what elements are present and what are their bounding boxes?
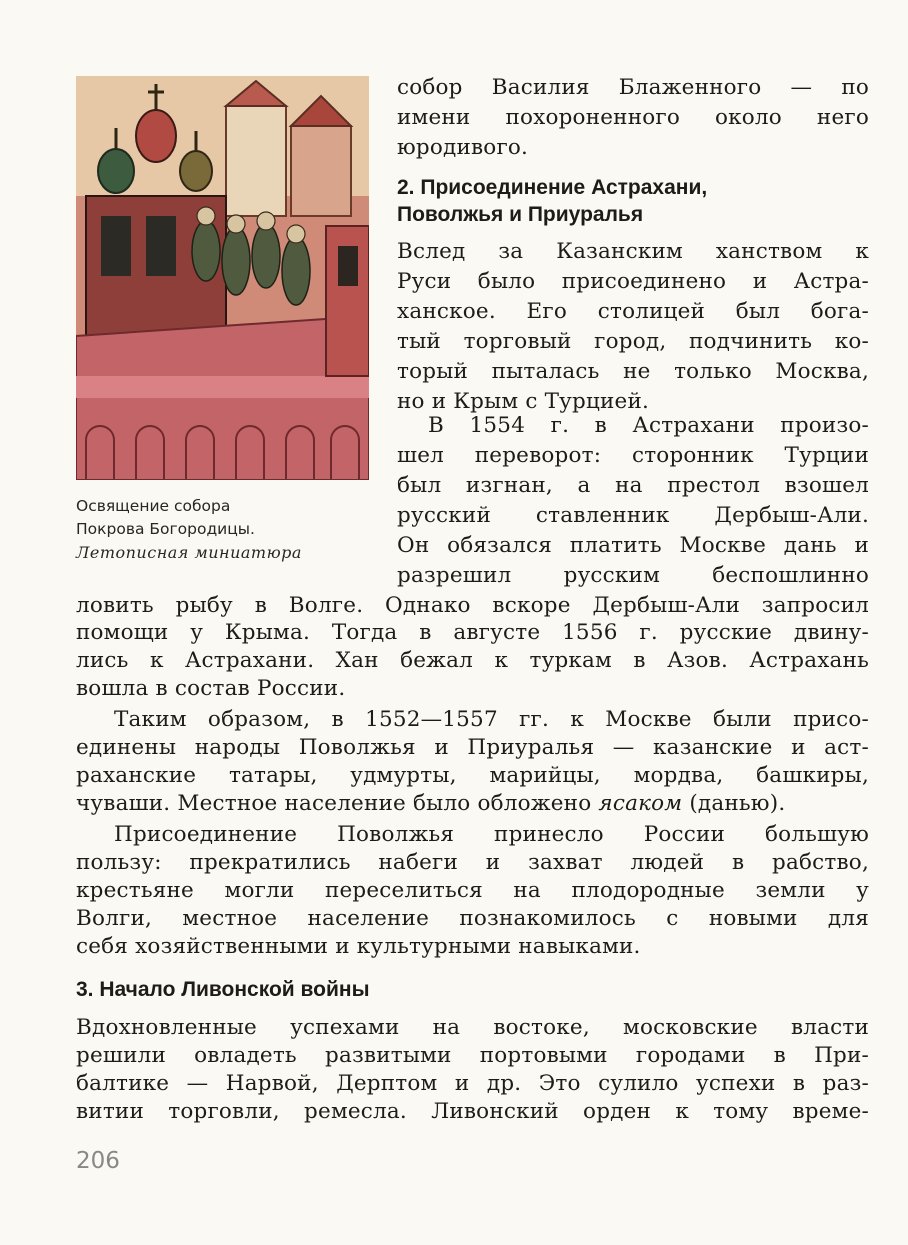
text-line: витии торговли, ремесла. Ливонский орден к тому време- <box>76 1099 869 1124</box>
text-line: ловить рыбу в Волге. Однако вскоре Дербыш-Али запросил <box>76 593 869 618</box>
text-line: шел переворот: сторонник Турции <box>397 443 869 468</box>
text-line: торый пыталась не только Москва, <box>397 359 869 384</box>
text-line: ханское. Его столицей был бога- <box>397 299 869 324</box>
caption-line: Освящение собора <box>76 497 231 515</box>
text-line: себя хозяйственными и культурными навыками. <box>76 934 641 959</box>
text-line: Вдохновленные успехами на востоке, московские власти <box>76 1015 869 1040</box>
text-line: помощи у Крыма. Тогда в августе 1556 г. русские двину- <box>76 620 869 645</box>
text-line: Он обязался платить Москве дань и <box>397 533 869 558</box>
text-line: лись к Астрахани. Хан бежал к туркам в Азов. Астрахань <box>76 648 869 673</box>
chronicle-miniature-image <box>76 76 369 480</box>
text-line: Таким образом, в 1552—1557 гг. к Москве были присо- <box>114 707 869 732</box>
text-line: был изгнан, а на престол взошел <box>397 473 869 498</box>
text-fragment: (данью). <box>682 791 786 816</box>
text-line: имени похороненного около него <box>397 105 869 130</box>
caption-source: Летописная миниатюра <box>76 543 302 562</box>
text-line: собор Василия Блаженного — по <box>397 75 869 100</box>
section-heading: 2. Присоединение Астрахани, <box>397 176 708 199</box>
text-line: разрешил русским беспошлинно <box>397 563 869 588</box>
text-line: раханские татары, удмурты, марийцы, мордва, башкиры, <box>76 763 869 788</box>
text-line: Волги, местное население познакомилось с новыми для <box>76 906 869 931</box>
text-line: Руси было присоединено и Астра- <box>397 269 869 294</box>
text-fragment: чуваши. Местное население было обложено <box>76 791 599 816</box>
text-line: решили овладеть развитыми портовыми городами в При- <box>76 1043 869 1068</box>
text-line: юродивого. <box>397 135 529 160</box>
section-heading: 3. Начало Ливонской войны <box>76 978 370 1001</box>
page-number: 206 <box>76 1148 120 1174</box>
text-line: пользу: прекратились набеги и захват людей в рабство, <box>76 850 869 875</box>
section-heading: Поволжья и Приуралья <box>397 203 644 226</box>
text-line: но и Крым с Турцией. <box>397 389 650 414</box>
text-line: Присоединение Поволжья принесло России большую <box>114 822 869 847</box>
text-line: единены народы Поволжья и Приуралья — казанские и аст- <box>76 735 869 760</box>
text-line: балтике — Нарвой, Дерптом и др. Это сулило успехи в раз- <box>76 1071 869 1096</box>
text-line: В 1554 г. в Астрахани произо- <box>428 413 869 438</box>
text-line: русский ставленник Дербыш-Али. <box>397 503 869 528</box>
text-line: крестьяне могли переселиться на плодородные земли у <box>76 878 869 903</box>
text-line: вошла в состав России. <box>76 676 346 701</box>
term-yasak: ясаком <box>598 791 683 816</box>
text-line <box>76 790 869 818</box>
text-line: Вслед за Казанским ханством к <box>397 239 869 264</box>
text-line: тый торговый город, подчинить ко- <box>397 329 869 354</box>
figure-caption <box>76 495 376 564</box>
caption-line: Покрова Богородицы. <box>76 520 255 538</box>
